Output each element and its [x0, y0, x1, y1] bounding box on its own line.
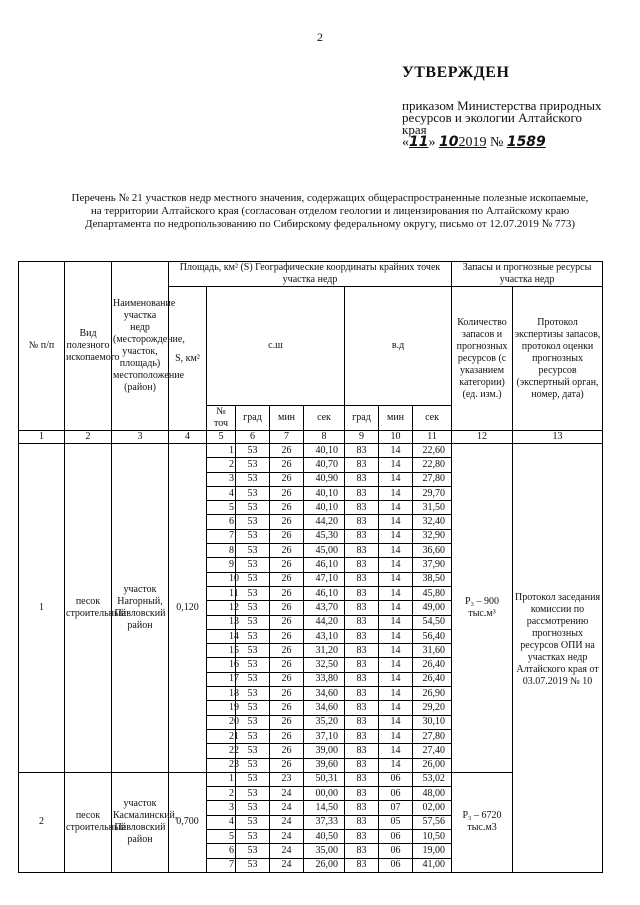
lat-deg: 53 — [236, 544, 270, 558]
column-number: 1 — [19, 431, 65, 444]
lat-sec: 37,33 — [304, 815, 345, 829]
lon-min: 14 — [379, 715, 413, 729]
header-name: Наименование участка недр (месторождение, участок, площадь) местоположение (район) — [112, 262, 169, 431]
lat-sec: 35,20 — [304, 715, 345, 729]
point-number: 8 — [207, 544, 236, 558]
lon-sec: 22,60 — [413, 444, 452, 458]
lat-deg: 53 — [236, 472, 270, 486]
site-quantity: P₃ – 6720 тыс.м3 — [452, 772, 513, 872]
lon-deg: 83 — [345, 629, 379, 643]
header-area: S, км² — [169, 287, 207, 431]
lon-min: 14 — [379, 444, 413, 458]
lat-sec: 39,60 — [304, 758, 345, 772]
lon-min: 06 — [379, 772, 413, 786]
lon-sec: 22,80 — [413, 458, 452, 472]
lon-sec: 31,50 — [413, 501, 452, 515]
lat-deg: 53 — [236, 529, 270, 543]
lon-min: 14 — [379, 515, 413, 529]
point-number: 17 — [207, 672, 236, 686]
lon-sec: 37,90 — [413, 558, 452, 572]
lon-min: 14 — [379, 472, 413, 486]
lon-sec: 27,80 — [413, 729, 452, 743]
point-number: 7 — [207, 858, 236, 872]
lon-sec: 32,90 — [413, 529, 452, 543]
lon-deg: 83 — [345, 572, 379, 586]
lat-min: 26 — [270, 658, 304, 672]
lon-deg: 83 — [345, 672, 379, 686]
lon-deg: 83 — [345, 687, 379, 701]
lat-deg: 53 — [236, 758, 270, 772]
lon-deg: 83 — [345, 715, 379, 729]
lat-min: 26 — [270, 615, 304, 629]
header-reserves-group: Запасы и прогнозные ресурсы участка недр — [452, 262, 603, 287]
lat-min: 24 — [270, 830, 304, 844]
lon-sec: 30,10 — [413, 715, 452, 729]
point-number: 18 — [207, 687, 236, 701]
lat-sec: 40,10 — [304, 486, 345, 500]
lat-sec: 40,10 — [304, 444, 345, 458]
lon-sec: 26,00 — [413, 758, 452, 772]
lon-deg: 83 — [345, 772, 379, 786]
header-area-group: Площадь, км² (S) Географические координаты крайних точек участка недр — [169, 262, 452, 287]
lon-deg: 83 — [345, 815, 379, 829]
lon-deg: 83 — [345, 801, 379, 815]
lon-min: 07 — [379, 801, 413, 815]
header-protocol: Протокол экспертизы запасов, протокол оценки прогнозных ресурсов (экспертный орган, номер, дата) — [513, 287, 603, 431]
site-quantity: P₃ – 900 тыс.м³ — [452, 444, 513, 773]
lon-sec: 26,90 — [413, 687, 452, 701]
header-lon-sec: сек — [413, 406, 452, 431]
lat-min: 26 — [270, 644, 304, 658]
point-number: 7 — [207, 529, 236, 543]
point-number: 22 — [207, 744, 236, 758]
header-point: № точ — [207, 406, 236, 431]
lat-sec: 31,20 — [304, 644, 345, 658]
lon-deg: 83 — [345, 644, 379, 658]
lon-min: 14 — [379, 615, 413, 629]
lon-sec: 53,02 — [413, 772, 452, 786]
lat-sec: 40,50 — [304, 830, 345, 844]
lat-sec: 46,10 — [304, 586, 345, 600]
lon-sec: 41,00 — [413, 858, 452, 872]
point-number: 2 — [207, 458, 236, 472]
lon-sec: 57,56 — [413, 815, 452, 829]
lat-deg: 53 — [236, 801, 270, 815]
lat-sec: 34,60 — [304, 687, 345, 701]
site-protocol: Протокол заседания комиссии по рассмотрению прогнозных ресурсов ОПИ на участках недр Алтайского края от 03.07.2019 № 10 — [513, 444, 603, 873]
lon-deg: 83 — [345, 787, 379, 801]
site-mineral: песок строительный — [65, 444, 112, 773]
lat-deg: 53 — [236, 486, 270, 500]
lon-min: 14 — [379, 586, 413, 600]
point-number: 13 — [207, 615, 236, 629]
lat-min: 26 — [270, 458, 304, 472]
column-number: 13 — [513, 431, 603, 444]
lat-min: 23 — [270, 772, 304, 786]
point-number: 6 — [207, 515, 236, 529]
lat-sec: 45,30 — [304, 529, 345, 543]
lat-sec: 00,00 — [304, 787, 345, 801]
column-number: 2 — [65, 431, 112, 444]
site-name: участок Нагорный, Павловский район — [112, 444, 169, 773]
lon-min: 14 — [379, 558, 413, 572]
lon-sec: 56,40 — [413, 629, 452, 643]
approval-date-line — [402, 134, 546, 151]
lon-min: 14 — [379, 729, 413, 743]
lat-sec: 43,10 — [304, 629, 345, 643]
lat-sec: 44,20 — [304, 515, 345, 529]
header-lat-min: мин — [270, 406, 304, 431]
lat-min: 26 — [270, 444, 304, 458]
lat-deg: 53 — [236, 701, 270, 715]
lat-deg: 53 — [236, 629, 270, 643]
lat-deg: 53 — [236, 715, 270, 729]
lat-sec: 43,70 — [304, 601, 345, 615]
lat-min: 26 — [270, 701, 304, 715]
lat-min: 26 — [270, 558, 304, 572]
point-number: 11 — [207, 586, 236, 600]
lat-min: 26 — [270, 715, 304, 729]
lon-min: 14 — [379, 458, 413, 472]
lat-sec: 14,50 — [304, 801, 345, 815]
lon-sec: 48,00 — [413, 787, 452, 801]
lat-sec: 26,00 — [304, 858, 345, 872]
lat-deg: 53 — [236, 572, 270, 586]
lon-deg: 83 — [345, 544, 379, 558]
lat-deg: 53 — [236, 601, 270, 615]
lon-sec: 27,40 — [413, 744, 452, 758]
lon-min: 14 — [379, 644, 413, 658]
date-close-quote: » — [428, 135, 436, 150]
lat-min: 24 — [270, 801, 304, 815]
lat-min: 26 — [270, 515, 304, 529]
lon-sec: 26,40 — [413, 658, 452, 672]
lat-min: 24 — [270, 787, 304, 801]
lon-sec: 32,40 — [413, 515, 452, 529]
lon-sec: 27,80 — [413, 472, 452, 486]
lon-min: 14 — [379, 701, 413, 715]
column-number: 10 — [379, 431, 413, 444]
lon-sec: 19,00 — [413, 844, 452, 858]
lat-deg: 53 — [236, 644, 270, 658]
lat-sec: 40,10 — [304, 501, 345, 515]
column-number: 4 — [169, 431, 207, 444]
lat-deg: 53 — [236, 687, 270, 701]
point-number: 14 — [207, 629, 236, 643]
lon-deg: 83 — [345, 458, 379, 472]
approval-order-text: приказом Министерства природных ресурсов и экологии Алтайского края — [402, 98, 602, 137]
point-number: 2 — [207, 787, 236, 801]
lat-sec: 32,50 — [304, 658, 345, 672]
lat-min: 26 — [270, 672, 304, 686]
lat-sec: 33,80 — [304, 672, 345, 686]
lat-deg: 53 — [236, 501, 270, 515]
lon-min: 14 — [379, 544, 413, 558]
lat-deg: 53 — [236, 658, 270, 672]
lat-deg: 53 — [236, 844, 270, 858]
date-open-quote: « — [402, 135, 409, 150]
lat-deg: 53 — [236, 458, 270, 472]
site-num: 1 — [19, 444, 65, 773]
header-lon-deg: град — [345, 406, 379, 431]
lat-deg: 53 — [236, 772, 270, 786]
header-lat-sec: сек — [304, 406, 345, 431]
lon-sec: 31,60 — [413, 644, 452, 658]
lat-sec: 46,10 — [304, 558, 345, 572]
date-day-handwritten: 11 — [409, 134, 429, 150]
lat-min: 24 — [270, 844, 304, 858]
lon-sec: 38,50 — [413, 572, 452, 586]
point-number: 21 — [207, 729, 236, 743]
lat-sec: 35,00 — [304, 844, 345, 858]
point-number: 4 — [207, 815, 236, 829]
lon-deg: 83 — [345, 830, 379, 844]
order-number-label: № — [489, 135, 504, 150]
table-row — [19, 444, 603, 458]
header-quantity: Количество запасов и прогнозных ресурсов (с указанием категории) (ед. изм.) — [452, 287, 513, 431]
order-number-handwritten: 1589 — [506, 134, 546, 150]
point-number: 3 — [207, 801, 236, 815]
point-number: 19 — [207, 701, 236, 715]
lon-min: 14 — [379, 529, 413, 543]
lon-min: 14 — [379, 658, 413, 672]
lon-deg: 83 — [345, 515, 379, 529]
lat-deg: 53 — [236, 558, 270, 572]
lat-sec: 45,00 — [304, 544, 345, 558]
point-number: 1 — [207, 772, 236, 786]
lat-deg: 53 — [236, 729, 270, 743]
header-mineral: Вид полезного ископаемого — [65, 262, 112, 431]
point-number: 4 — [207, 486, 236, 500]
header-lon-min: мин — [379, 406, 413, 431]
point-number: 9 — [207, 558, 236, 572]
lon-min: 06 — [379, 830, 413, 844]
lon-sec: 26,40 — [413, 672, 452, 686]
lon-min: 06 — [379, 787, 413, 801]
lon-deg: 83 — [345, 601, 379, 615]
lat-sec: 39,00 — [304, 744, 345, 758]
lat-deg: 53 — [236, 672, 270, 686]
lon-deg: 83 — [345, 858, 379, 872]
approval-title: УТВЕРЖДЕН — [402, 64, 510, 81]
lat-deg: 53 — [236, 815, 270, 829]
lon-deg: 83 — [345, 558, 379, 572]
lat-deg: 53 — [236, 615, 270, 629]
lat-deg: 53 — [236, 444, 270, 458]
lat-min: 26 — [270, 586, 304, 600]
lon-min: 14 — [379, 601, 413, 615]
lon-min: 14 — [379, 486, 413, 500]
point-number: 3 — [207, 472, 236, 486]
column-numbers-row — [19, 431, 603, 444]
point-number: 16 — [207, 658, 236, 672]
lat-min: 26 — [270, 744, 304, 758]
column-number: 5 — [207, 431, 236, 444]
lon-sec: 29,70 — [413, 486, 452, 500]
lat-min: 24 — [270, 815, 304, 829]
lon-deg: 83 — [345, 472, 379, 486]
point-number: 20 — [207, 715, 236, 729]
lon-deg: 83 — [345, 658, 379, 672]
point-number: 5 — [207, 830, 236, 844]
lon-sec: 49,00 — [413, 601, 452, 615]
point-number: 6 — [207, 844, 236, 858]
lon-sec: 54,50 — [413, 615, 452, 629]
lon-min: 14 — [379, 501, 413, 515]
lat-deg: 53 — [236, 787, 270, 801]
lon-sec: 10,50 — [413, 830, 452, 844]
header-lon: в.д — [345, 287, 452, 406]
lat-sec: 34,60 — [304, 701, 345, 715]
point-number: 10 — [207, 572, 236, 586]
header-lat: с.ш — [207, 287, 345, 406]
lon-min: 14 — [379, 672, 413, 686]
site-num: 2 — [19, 772, 65, 872]
column-number: 9 — [345, 431, 379, 444]
lat-sec: 37,10 — [304, 729, 345, 743]
lat-min: 26 — [270, 687, 304, 701]
column-number: 8 — [304, 431, 345, 444]
point-number: 5 — [207, 501, 236, 515]
column-number: 6 — [236, 431, 270, 444]
lat-sec: 40,70 — [304, 458, 345, 472]
lon-min: 14 — [379, 629, 413, 643]
site-area: 0,700 — [169, 772, 207, 872]
lat-min: 26 — [270, 572, 304, 586]
point-number: 15 — [207, 644, 236, 658]
site-name: участок Касмалинский, Павловский район — [112, 772, 169, 872]
lat-min: 26 — [270, 729, 304, 743]
lon-min: 05 — [379, 815, 413, 829]
column-number: 12 — [452, 431, 513, 444]
point-number: 12 — [207, 601, 236, 615]
lon-deg: 83 — [345, 529, 379, 543]
column-number: 3 — [112, 431, 169, 444]
lat-sec: 47,10 — [304, 572, 345, 586]
lat-min: 26 — [270, 629, 304, 643]
lat-min: 26 — [270, 486, 304, 500]
lon-deg: 83 — [345, 486, 379, 500]
site-mineral: песок строительный — [65, 772, 112, 872]
lon-min: 14 — [379, 572, 413, 586]
lon-deg: 83 — [345, 615, 379, 629]
header-num: № п/п — [19, 262, 65, 431]
lon-deg: 83 — [345, 586, 379, 600]
lon-deg: 83 — [345, 729, 379, 743]
site-area: 0,120 — [169, 444, 207, 773]
lat-min: 26 — [270, 601, 304, 615]
lat-min: 26 — [270, 758, 304, 772]
lon-sec: 29,20 — [413, 701, 452, 715]
lon-deg: 83 — [345, 744, 379, 758]
lat-deg: 53 — [236, 830, 270, 844]
lat-sec: 40,90 — [304, 472, 345, 486]
lat-deg: 53 — [236, 858, 270, 872]
header-lat-deg: град — [236, 406, 270, 431]
date-year: 2019 — [458, 135, 487, 150]
date-month-handwritten: 10 — [438, 134, 459, 150]
lon-min: 14 — [379, 758, 413, 772]
list-title: Перечень № 21 участков недр местного значения, содержащих общераспространенные полезные ископаемые, на территории Алтайского края (согласован отделом геологии и лицензирования по Алтайскому краю Департамента по недропользованию по Сибирскому федеральному округу, письмо от 12.07.2019 № 773) — [71, 192, 589, 230]
lat-min: 26 — [270, 529, 304, 543]
lat-min: 26 — [270, 501, 304, 515]
lon-min: 06 — [379, 844, 413, 858]
point-number: 1 — [207, 444, 236, 458]
lon-deg: 83 — [345, 501, 379, 515]
page-number: 2 — [317, 30, 323, 44]
lon-deg: 83 — [345, 444, 379, 458]
lon-min: 06 — [379, 858, 413, 872]
column-number: 7 — [270, 431, 304, 444]
lat-min: 26 — [270, 472, 304, 486]
lat-deg: 53 — [236, 744, 270, 758]
lon-deg: 83 — [345, 701, 379, 715]
lat-deg: 53 — [236, 515, 270, 529]
lon-sec: 36,60 — [413, 544, 452, 558]
lon-sec: 02,00 — [413, 801, 452, 815]
lon-deg: 83 — [345, 758, 379, 772]
lat-deg: 53 — [236, 586, 270, 600]
lat-sec: 50,31 — [304, 772, 345, 786]
lon-min: 14 — [379, 744, 413, 758]
lat-min: 24 — [270, 858, 304, 872]
lon-deg: 83 — [345, 844, 379, 858]
point-number: 23 — [207, 758, 236, 772]
lon-sec: 45,80 — [413, 586, 452, 600]
lat-min: 26 — [270, 544, 304, 558]
lon-min: 14 — [379, 687, 413, 701]
sites-table — [18, 261, 603, 873]
column-number: 11 — [413, 431, 452, 444]
lat-sec: 44,20 — [304, 615, 345, 629]
